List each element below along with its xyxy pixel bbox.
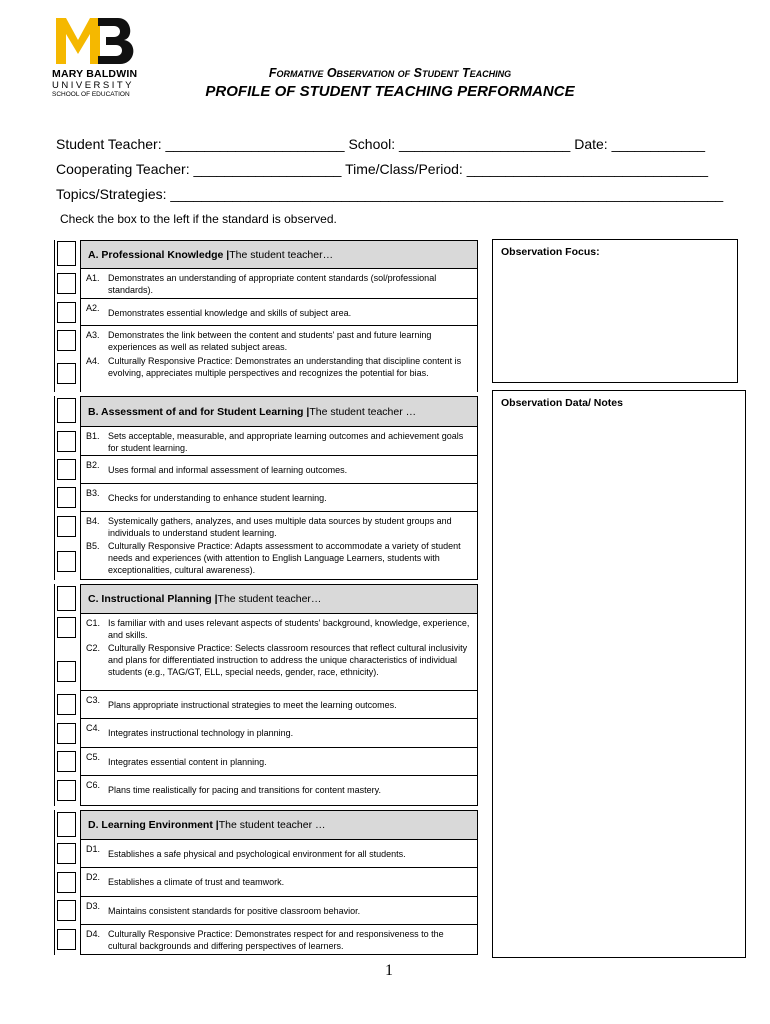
checkbox-b5[interactable] (57, 551, 76, 572)
section-header-box (57, 586, 76, 611)
standard-c5: C5. Integrates essential content in planning. (80, 748, 477, 776)
checkbox-d2[interactable] (57, 872, 76, 893)
form-subtitle: Formative Observation of Student Teaching (268, 66, 512, 80)
checkbox-c3[interactable] (57, 694, 76, 715)
checkbox-b4[interactable] (57, 516, 76, 537)
section-b-header: B. Assessment of and for Student Learning | The student teacher … (80, 396, 477, 427)
standard-b2: B2. Uses formal and informal assessment of learning outcomes. (80, 456, 477, 484)
standard-c3: C3. Plans appropriate instructional strategies to meet the learning outcomes. (80, 691, 477, 719)
standard-a1: A1. Demonstrates an understanding of appropriate content standards (sol/professional standards). (80, 269, 477, 299)
checkbox-b2[interactable] (57, 459, 76, 480)
standard-d2: D2. Establishes a climate of trust and teamwork. (80, 868, 477, 897)
standard-d3: D3. Maintains consistent standards for positive classroom behavior. (80, 897, 477, 925)
standard-c4: C4. Integrates instructional technology in planning. (80, 719, 477, 748)
section-c (54, 584, 478, 806)
standard-c1: C1. Is familiar with and uses relevant aspects of students' background, knowledge, experience, and skills. (80, 614, 477, 641)
standard-b4: B4. Systemically gathers, analyzes, and uses multiple data sources by student groups and individuals to understand student learning. (80, 512, 477, 538)
checkbox-c1[interactable] (57, 617, 76, 638)
section-header-box (57, 812, 76, 837)
section-c-header: C. Instructional Planning | The student teacher… (80, 584, 477, 614)
logo-university: UNIVERSITY (52, 80, 135, 91)
form-title: PROFILE OF STUDENT TEACHING PERFORMANCE (205, 83, 575, 100)
page-number: 1 (385, 962, 393, 979)
logo-name: MARY BALDWIN (52, 68, 138, 80)
topics-strategies-line[interactable]: Topics/Strategies: _______________________________________________________________________ (56, 186, 724, 202)
instructions: Check the box to the left if the standard is observed. (60, 212, 337, 226)
logo-school: SCHOOL OF EDUCATION (52, 91, 130, 98)
checkbox-c5[interactable] (57, 751, 76, 772)
checkbox-c2[interactable] (57, 661, 76, 682)
section-d (54, 810, 478, 955)
checkbox-a2[interactable] (57, 302, 76, 323)
checkbox-a1[interactable] (57, 273, 76, 294)
standard-b5: B5. Culturally Responsive Practice: Adapts assessment to accommodate a variety of student needs and experiences (with attention to English Language Learners, students with exceptionalities, cultural awareness). (80, 537, 477, 580)
mb-monogram-icon (52, 18, 138, 66)
section-header-box (57, 398, 76, 423)
checkbox-a4[interactable] (57, 363, 76, 384)
checkbox-b3[interactable] (57, 487, 76, 508)
standard-c2: C2. Culturally Responsive Practice: Selects classroom resources that reflect cultural inclusivity and plans for differentiated instruction to address the unique characteristics of individual students (e.g., TAG/GT, ELL, special needs, gender, race, ethnicity). (80, 639, 477, 691)
checkbox-c4[interactable] (57, 723, 76, 744)
observation-focus-box[interactable] (492, 239, 738, 383)
standard-d4: D4. Culturally Responsive Practice: Demonstrates respect for and responsiveness to the cultural backgrounds and differing perspectives of learners. (80, 925, 477, 955)
checkbox-b1[interactable] (57, 431, 76, 452)
section-a-header: A. Professional Knowledge | The student teacher… (80, 240, 477, 269)
section-a (54, 240, 478, 392)
standard-a3: A3. Demonstrates the link between the content and students' past and future learning experiences as well as related subject areas. (80, 326, 477, 354)
standard-d1: D1. Establishes a safe physical and psychological environment for all students. (80, 840, 477, 868)
checkbox-d1[interactable] (57, 843, 76, 864)
section-header-box (57, 241, 76, 266)
observation-notes-box[interactable] (492, 390, 746, 958)
standard-b1: B1. Sets acceptable, measurable, and appropriate learning outcomes and achievement goals for student learning. (80, 427, 477, 456)
standard-c6: C6. Plans time realistically for pacing and transitions for content mastery. (80, 776, 477, 806)
standard-a4: A4. Culturally Responsive Practice: Demonstrates an understanding that discipline content is evolving, appreciates multiple perspectives and recognizes the potential for bias. (80, 352, 477, 392)
checkbox-d4[interactable] (57, 929, 76, 950)
student-teacher-school-date-line[interactable]: Student Teacher: _______________________ School: ______________________ Date: ____________ (56, 136, 706, 152)
observation-notes-label: Observation Data/ Notes (501, 397, 623, 409)
checkbox-c6[interactable] (57, 780, 76, 801)
cooperating-teacher-time-line[interactable]: Cooperating Teacher: ___________________ Time/Class/Period: _______________________________ (56, 161, 709, 177)
observation-focus-label: Observation Focus: (501, 246, 600, 258)
standard-a2: A2. Demonstrates essential knowledge and skills of subject area. (80, 299, 477, 326)
checkbox-a3[interactable] (57, 330, 76, 351)
checkbox-d3[interactable] (57, 900, 76, 921)
standard-b3: B3. Checks for understanding to enhance student learning. (80, 484, 477, 512)
section-d-header: D. Learning Environment | The student teacher … (80, 810, 477, 840)
section-b (54, 396, 478, 580)
